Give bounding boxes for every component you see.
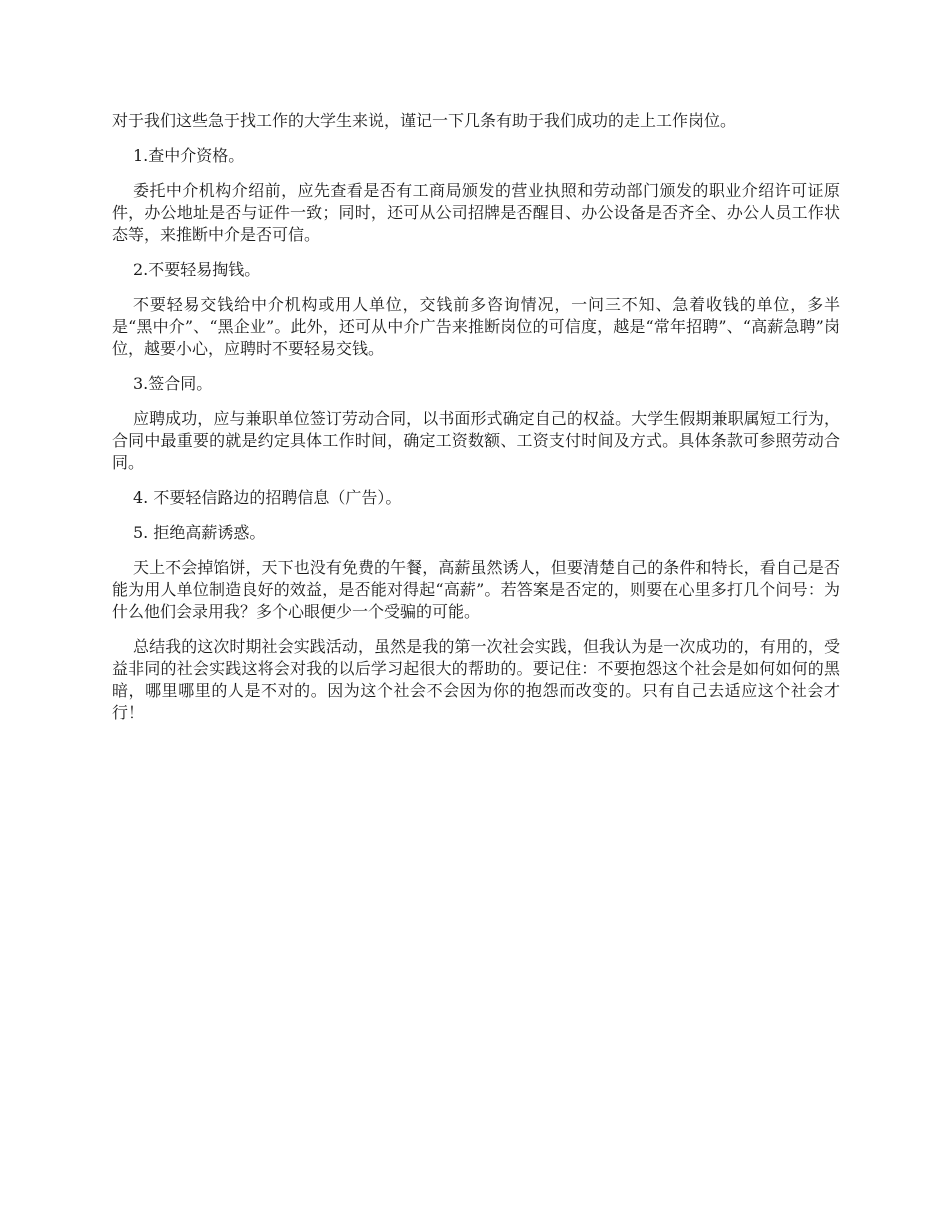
- section-body-5: 天上不会掉馅饼，天下也没有免费的午餐，高薪虽然诱人，但要清楚自己的条件和特长，看自己是否能为用人单位制造良好的效益，是否能对得起“高薪”。若答案是否定的，则要在心里多打几个问号：为什么他们会录用我？多个心眼便少一个受骗的可能。: [112, 558, 840, 621]
- section-heading-2: 2.不要轻易掏钱。: [133, 260, 261, 279]
- section-heading-4: 4. 不要轻信路边的招聘信息（广告）。: [133, 488, 402, 507]
- section-body-1: 委托中介机构介绍前，应先查看是否有工商局颁发的营业执照和劳动部门颁发的职业介绍许可证原件，办公地址是否与证件一致；同时，还可从公司招牌是否醒目、办公设备是否齐全、办公人员工作状态等，来推断中介是否可信。: [112, 181, 840, 244]
- conclusion-paragraph: 总结我的这次时期社会实践活动，虽然是我的第一次社会实践，但我认为是一次成功的，有用的，受益非同的社会实践这将会对我的以后学习起很大的帮助的。要记住：不要抱怨这个社会是如何如何的黑暗，哪里哪里的人是不对的。因为这个社会不会因为你的抱怨而改变的。只有自己去适应这个社会才行！: [112, 637, 840, 722]
- section-heading-1: 1.查中介资格。: [133, 146, 245, 165]
- section-heading-3: 3.签合同。: [133, 374, 213, 393]
- section-body-2: 不要轻易交钱给中介机构或用人单位，交钱前多咨询情况，一问三不知、急着收钱的单位，多半是“黑中介”、“黑企业”。此外，还可从中介广告来推断岗位的可信度，越是“常年招聘”、“高薪急聘”岗位，越要小心，应聘时不要轻易交钱。: [112, 295, 840, 358]
- document-page: [112, 110, 840, 737]
- section-body-3: 应聘成功，应与兼职单位签订劳动合同，以书面形式确定自己的权益。大学生假期兼职属短工行为，合同中最重要的就是约定具体工作时间，确定工资数额、工资支付时间及方式。具体条款可参照劳动合同。: [112, 409, 840, 472]
- intro-paragraph: 对于我们这些急于找工作的大学生来说，谨记一下几条有助于我们成功的走上工作岗位。: [112, 111, 737, 130]
- section-heading-5: 5. 拒绝高薪诱惑。: [133, 523, 266, 542]
